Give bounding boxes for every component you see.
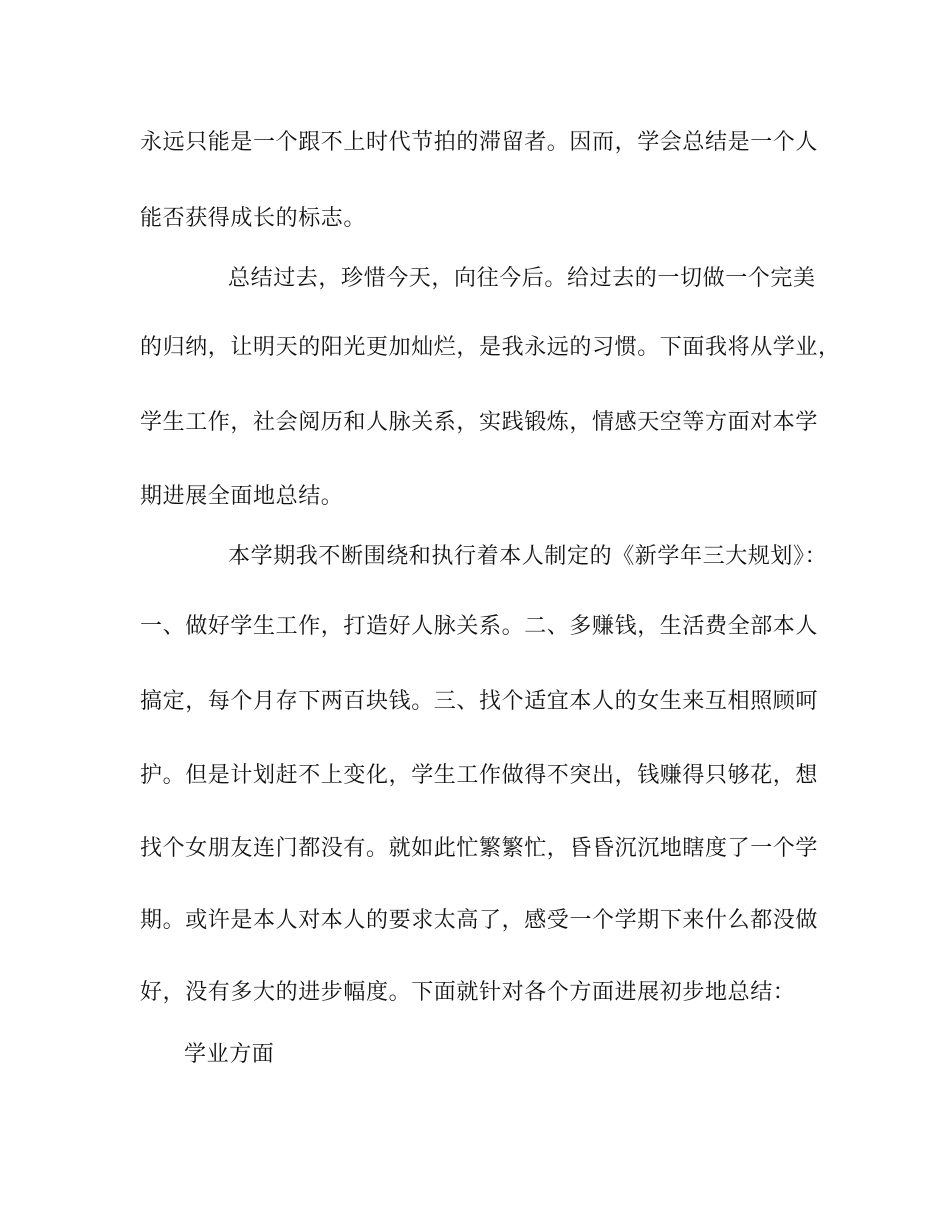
section-heading: 学业方面	[184, 1042, 275, 1067]
paragraph-line: 护。但是计划赶不上变化，学生工作做得不突出，钱赚得只够花，想	[140, 763, 819, 788]
paragraph-line: 本学期我不断围绕和执行着本人制定的《新学年三大规划》：	[228, 544, 828, 569]
paragraph-line: 的归纳，让明天的阳光更加灿烂，是我永远的习惯。下面我将从学业，	[140, 335, 841, 360]
paragraph-line: 搞定，每个月存下两百块钱。三、找个适宜本人的女生来互相照顾呵	[140, 689, 819, 714]
paragraph-line: 期进展全面地总结。	[140, 484, 344, 509]
paragraph-line: 一、做好学生工作，打造好人脉关系。二、多赚钱，生活费全部本人	[140, 614, 819, 639]
paragraph-line: 总结过去，珍惜今天，向往今后。给过去的一切做一个完美	[228, 266, 816, 291]
paragraph-line: 期。或许是本人对本人的要求太高了，感受一个学期下来什么都没做	[140, 908, 819, 933]
paragraph-line: 能否获得成长的标志。	[140, 206, 367, 231]
paragraph-line: 永远只能是一个跟不上时代节拍的滞留者。因而，学会总结是一个人	[140, 130, 819, 155]
paragraph-line: 找个女朋友连门都没有。就如此忙繁繁忙，昏昏沉沉地瞎度了一个学	[140, 836, 819, 861]
paragraph-line: 好，没有多大的进步幅度。下面就针对各个方面进展初步地总结：	[140, 980, 796, 1005]
paragraph-line: 学生工作，社会阅历和人脉关系，实践锻炼，情感天空等方面对本学	[140, 410, 819, 435]
